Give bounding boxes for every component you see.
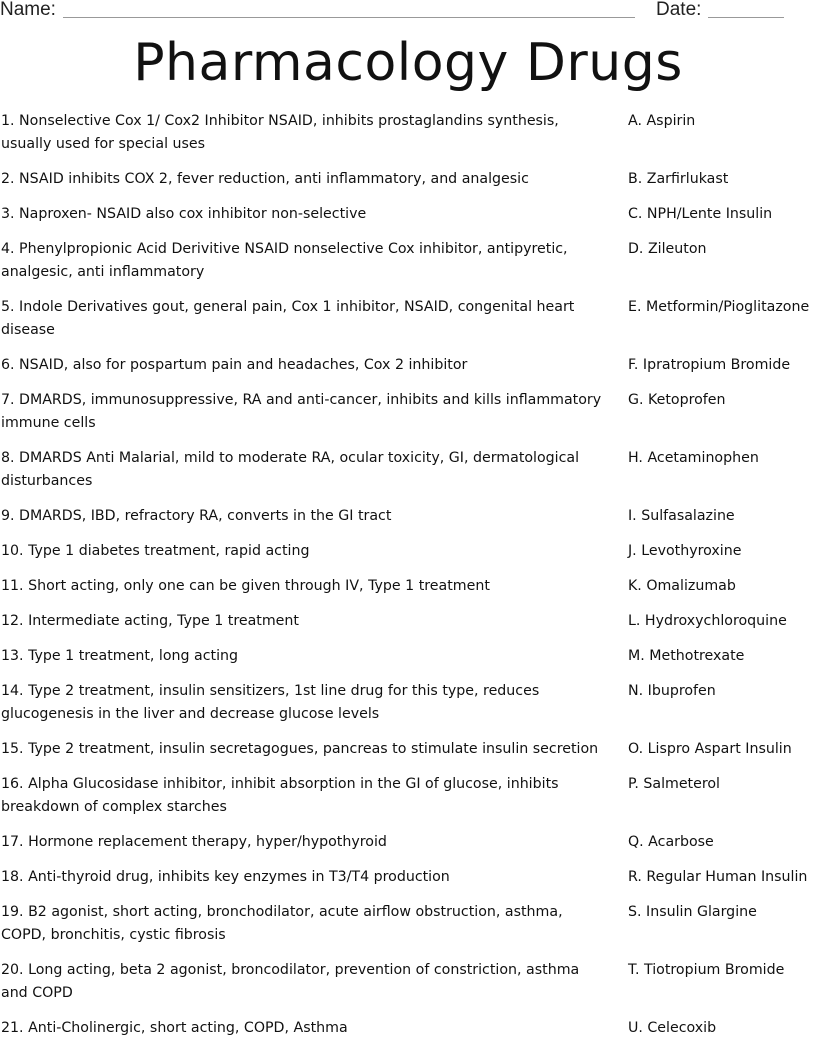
answer-option: D. Zileuton: [628, 241, 707, 257]
clue-text: 17. Hormone replacement therapy, hyper/hypothyroid: [1, 834, 387, 850]
matching-row: [0, 738, 816, 761]
date-label: Date:: [656, 0, 702, 20]
matching-row: [0, 1017, 816, 1040]
matching-row: [0, 575, 816, 598]
answer-option: R. Regular Human Insulin: [628, 869, 808, 885]
answer-option: L. Hydroxychloroquine: [628, 613, 787, 629]
page-title: Pharmacology Drugs: [133, 33, 683, 93]
answer-option: J. Levothyroxine: [628, 543, 742, 559]
matching-row: [0, 168, 816, 191]
matching-row: [0, 866, 816, 889]
matching-row: [0, 447, 816, 493]
name-blank-line: [63, 17, 635, 18]
clue-text: 19. B2 agonist, short acting, bronchodilator, acute airflow obstruction, asthma, COPD, bronchitis, cystic fibrosis: [1, 904, 563, 943]
clue-text: 15. Type 2 treatment, insulin secretagogues, pancreas to stimulate insulin secretion: [1, 741, 599, 757]
matching-row: [0, 959, 816, 1005]
name-label: Name:: [0, 0, 56, 20]
answer-option: C. NPH/Lente Insulin: [628, 206, 773, 222]
clue-text: 21. Anti-Cholinergic, short acting, COPD, Asthma: [1, 1020, 348, 1036]
answer-option: N. Ibuprofen: [628, 683, 716, 699]
answer-option: I. Sulfasalazine: [628, 508, 735, 524]
clue-text: 7. DMARDS, immunosuppressive, RA and anti-cancer, inhibits and kills inflammatory immune cells: [1, 392, 602, 431]
matching-row: [0, 354, 816, 377]
answer-option: H. Acetaminophen: [628, 450, 759, 466]
matching-row: [0, 505, 816, 528]
matching-row: [0, 610, 816, 633]
matching-row: [0, 110, 816, 156]
clue-text: 18. Anti-thyroid drug, inhibits key enzymes in T3/T4 production: [1, 869, 450, 885]
matching-row: [0, 773, 816, 819]
clue-text: 3. Naproxen- NSAID also cox inhibitor non-selective: [1, 206, 367, 222]
clue-text: 5. Indole Derivatives gout, general pain, Cox 1 inhibitor, NSAID, congenital heart disease: [1, 299, 575, 338]
clue-text: 2. NSAID inhibits COX 2, fever reduction, anti inflammatory, and analgesic: [1, 171, 529, 187]
answer-option: S. Insulin Glargine: [628, 904, 757, 920]
matching-row: [0, 680, 816, 726]
clue-text: 1. Nonselective Cox 1/ Cox2 Inhibitor NSAID, inhibits prostaglandins synthesis, usually used for special uses: [1, 113, 559, 152]
worksheet-header: [0, 0, 816, 24]
date-blank-line: [708, 17, 784, 18]
answer-option: M. Methotrexate: [628, 648, 745, 664]
clue-text: 14. Type 2 treatment, insulin sensitizers, 1st line drug for this type, reduces glucogenesis in the liver and decrease glucose levels: [1, 683, 540, 722]
matching-row: [0, 540, 816, 563]
matching-row: [0, 831, 816, 854]
clue-text: 6. NSAID, also for pospartum pain and headaches, Cox 2 inhibitor: [1, 357, 468, 373]
answer-option: Q. Acarbose: [628, 834, 714, 850]
answer-option: G. Ketoprofen: [628, 392, 726, 408]
answer-option: P. Salmeterol: [628, 776, 720, 792]
answer-option: T. Tiotropium Bromide: [628, 962, 785, 978]
clue-text: 9. DMARDS, IBD, refractory RA, converts in the GI tract: [1, 508, 392, 524]
matching-row: [0, 389, 816, 435]
answer-option: F. Ipratropium Bromide: [628, 357, 791, 373]
clue-text: 11. Short acting, only one can be given through IV, Type 1 treatment: [1, 578, 490, 594]
answer-option: O. Lispro Aspart Insulin: [628, 741, 792, 757]
clue-text: 13. Type 1 treatment, long acting: [1, 648, 239, 664]
clue-text: 12. Intermediate acting, Type 1 treatment: [1, 613, 299, 629]
clue-text: 4. Phenylpropionic Acid Derivitive NSAID nonselective Cox inhibitor, antipyretic, analgesic, anti inflammatory: [1, 241, 568, 280]
answer-option: K. Omalizumab: [628, 578, 736, 594]
matching-list: [0, 110, 816, 1052]
clue-text: 10. Type 1 diabetes treatment, rapid acting: [1, 543, 310, 559]
matching-row: [0, 296, 816, 342]
answer-option: U. Celecoxib: [628, 1020, 717, 1036]
matching-row: [0, 203, 816, 226]
matching-row: [0, 645, 816, 668]
answer-option: E. Metformin/Pioglitazone: [628, 299, 810, 315]
answer-option: A. Aspirin: [628, 113, 696, 129]
matching-row: [0, 901, 816, 947]
answer-option: B. Zarfirlukast: [628, 171, 729, 187]
clue-text: 16. Alpha Glucosidase inhibitor, inhibit absorption in the GI of glucose, inhibits breakdown of complex starches: [1, 776, 559, 815]
clue-text: 8. DMARDS Anti Malarial, mild to moderate RA, ocular toxicity, GI, dermatological disturbances: [1, 450, 580, 489]
clue-text: 20. Long acting, beta 2 agonist, broncodilator, prevention of constriction, asthma and COPD: [1, 962, 580, 1001]
matching-row: [0, 238, 816, 284]
